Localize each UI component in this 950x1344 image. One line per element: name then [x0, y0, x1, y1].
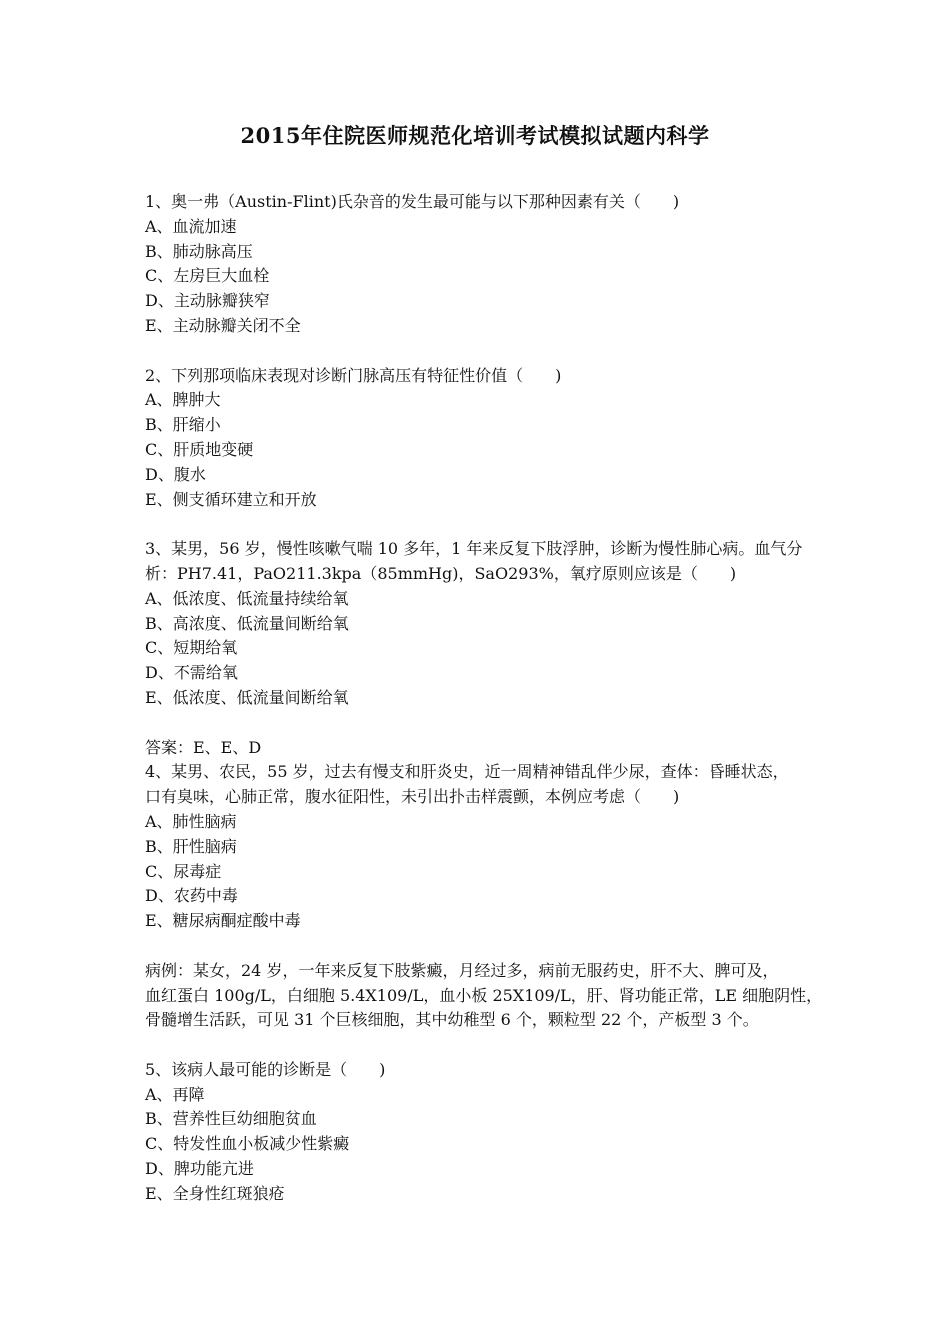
option-e: E、全身性红斑狼疮	[145, 1183, 285, 1203]
option-d: D、主动脉瓣狭窄	[145, 291, 270, 311]
question-1	[145, 190, 805, 339]
question-stem-line-1: 4、某男、农民，55 岁，过去有慢支和肝炎史，近一周精神错乱伴少尿，查体：昏睡状态，	[145, 762, 789, 782]
option-a: A、肺性脑病	[145, 811, 237, 831]
option-c: C、短期给氧	[145, 638, 238, 658]
option-b: B、肝缩小	[145, 415, 221, 435]
document-title: 2015年住院医师规范化培训考试模拟试题内科学	[240, 123, 710, 148]
answer-line: 答案：E、E、D	[145, 737, 262, 757]
option-e: E、糖尿病酮症酸中毒	[145, 911, 301, 931]
option-c: C、尿毒症	[145, 861, 222, 881]
option-d: D、农药中毒	[145, 886, 238, 906]
question-stem: 2、下列那项临床表现对诊断门脉高压有特征性价值（ )	[145, 365, 562, 385]
option-d: D、不需给氧	[145, 663, 238, 683]
option-c: C、肝质地变硬	[145, 439, 254, 459]
question-stem-line-2: 析：PH7.41，PaO211.3kpa（85mmHg)，SaO293%，氧疗原则应该是（ )	[145, 563, 737, 583]
case-description	[145, 959, 823, 1033]
option-a: A、血流加速	[145, 216, 237, 236]
case-line-1: 病例：某女，24 岁，一年来反复下肢紫癜，月经过多，病前无服药史，肝不大、脾可及，	[145, 960, 779, 980]
option-a: A、脾肿大	[145, 390, 221, 410]
option-e: E、主动脉瓣关闭不全	[145, 315, 301, 335]
option-a: A、再障	[145, 1084, 205, 1104]
option-b: B、肝性脑病	[145, 836, 237, 856]
document-body	[145, 190, 823, 1207]
option-c: C、特发性血小板减少性紫癜	[145, 1134, 350, 1154]
question-stem: 5、该病人最可能的诊断是（ )	[145, 1059, 386, 1079]
option-c: C、左房巨大血栓	[145, 266, 270, 286]
question-5	[145, 1058, 805, 1207]
option-e: E、低浓度、低流量间断给氧	[145, 687, 349, 707]
case-line-2: 血红蛋白 100g/L，白细胞 5.4X109/L，血小板 25X109/L，肝、肾功能正常，LE 细胞阴性，	[145, 985, 823, 1005]
option-e: E、侧支循环建立和开放	[145, 489, 317, 509]
option-b: B、肺动脉高压	[145, 241, 253, 261]
question-stem-line-2: 口有臭味，心肺正常，腹水征阳性，未引出扑击样震颤，本例应考虑（ )	[145, 787, 680, 807]
question-2	[145, 364, 805, 513]
option-d: D、脾功能亢进	[145, 1159, 254, 1179]
question-stem: 1、奥一弗（Austin-Flint)氏杂音的发生最可能与以下那种因素有关（ )	[145, 192, 680, 211]
question-4	[145, 760, 805, 934]
case-line-3: 骨髓增生活跃，可见 31 个巨核细胞，其中幼稚型 6 个，颗粒型 22 个，产板型 3 个。	[145, 1010, 759, 1030]
option-a: A、低浓度、低流量持续给氧	[145, 588, 349, 608]
question-3	[145, 537, 805, 711]
option-b: B、高浓度、低流量间断给氧	[145, 613, 349, 633]
option-d: D、腹水	[145, 464, 206, 484]
option-b: B、营养性巨幼细胞贫血	[145, 1109, 317, 1129]
question-stem-line-1: 3、某男，56 岁，慢性咳嗽气喘 10 多年，1 年来反复下肢浮肿，诊断为慢性肺心病。血气分	[145, 539, 803, 559]
